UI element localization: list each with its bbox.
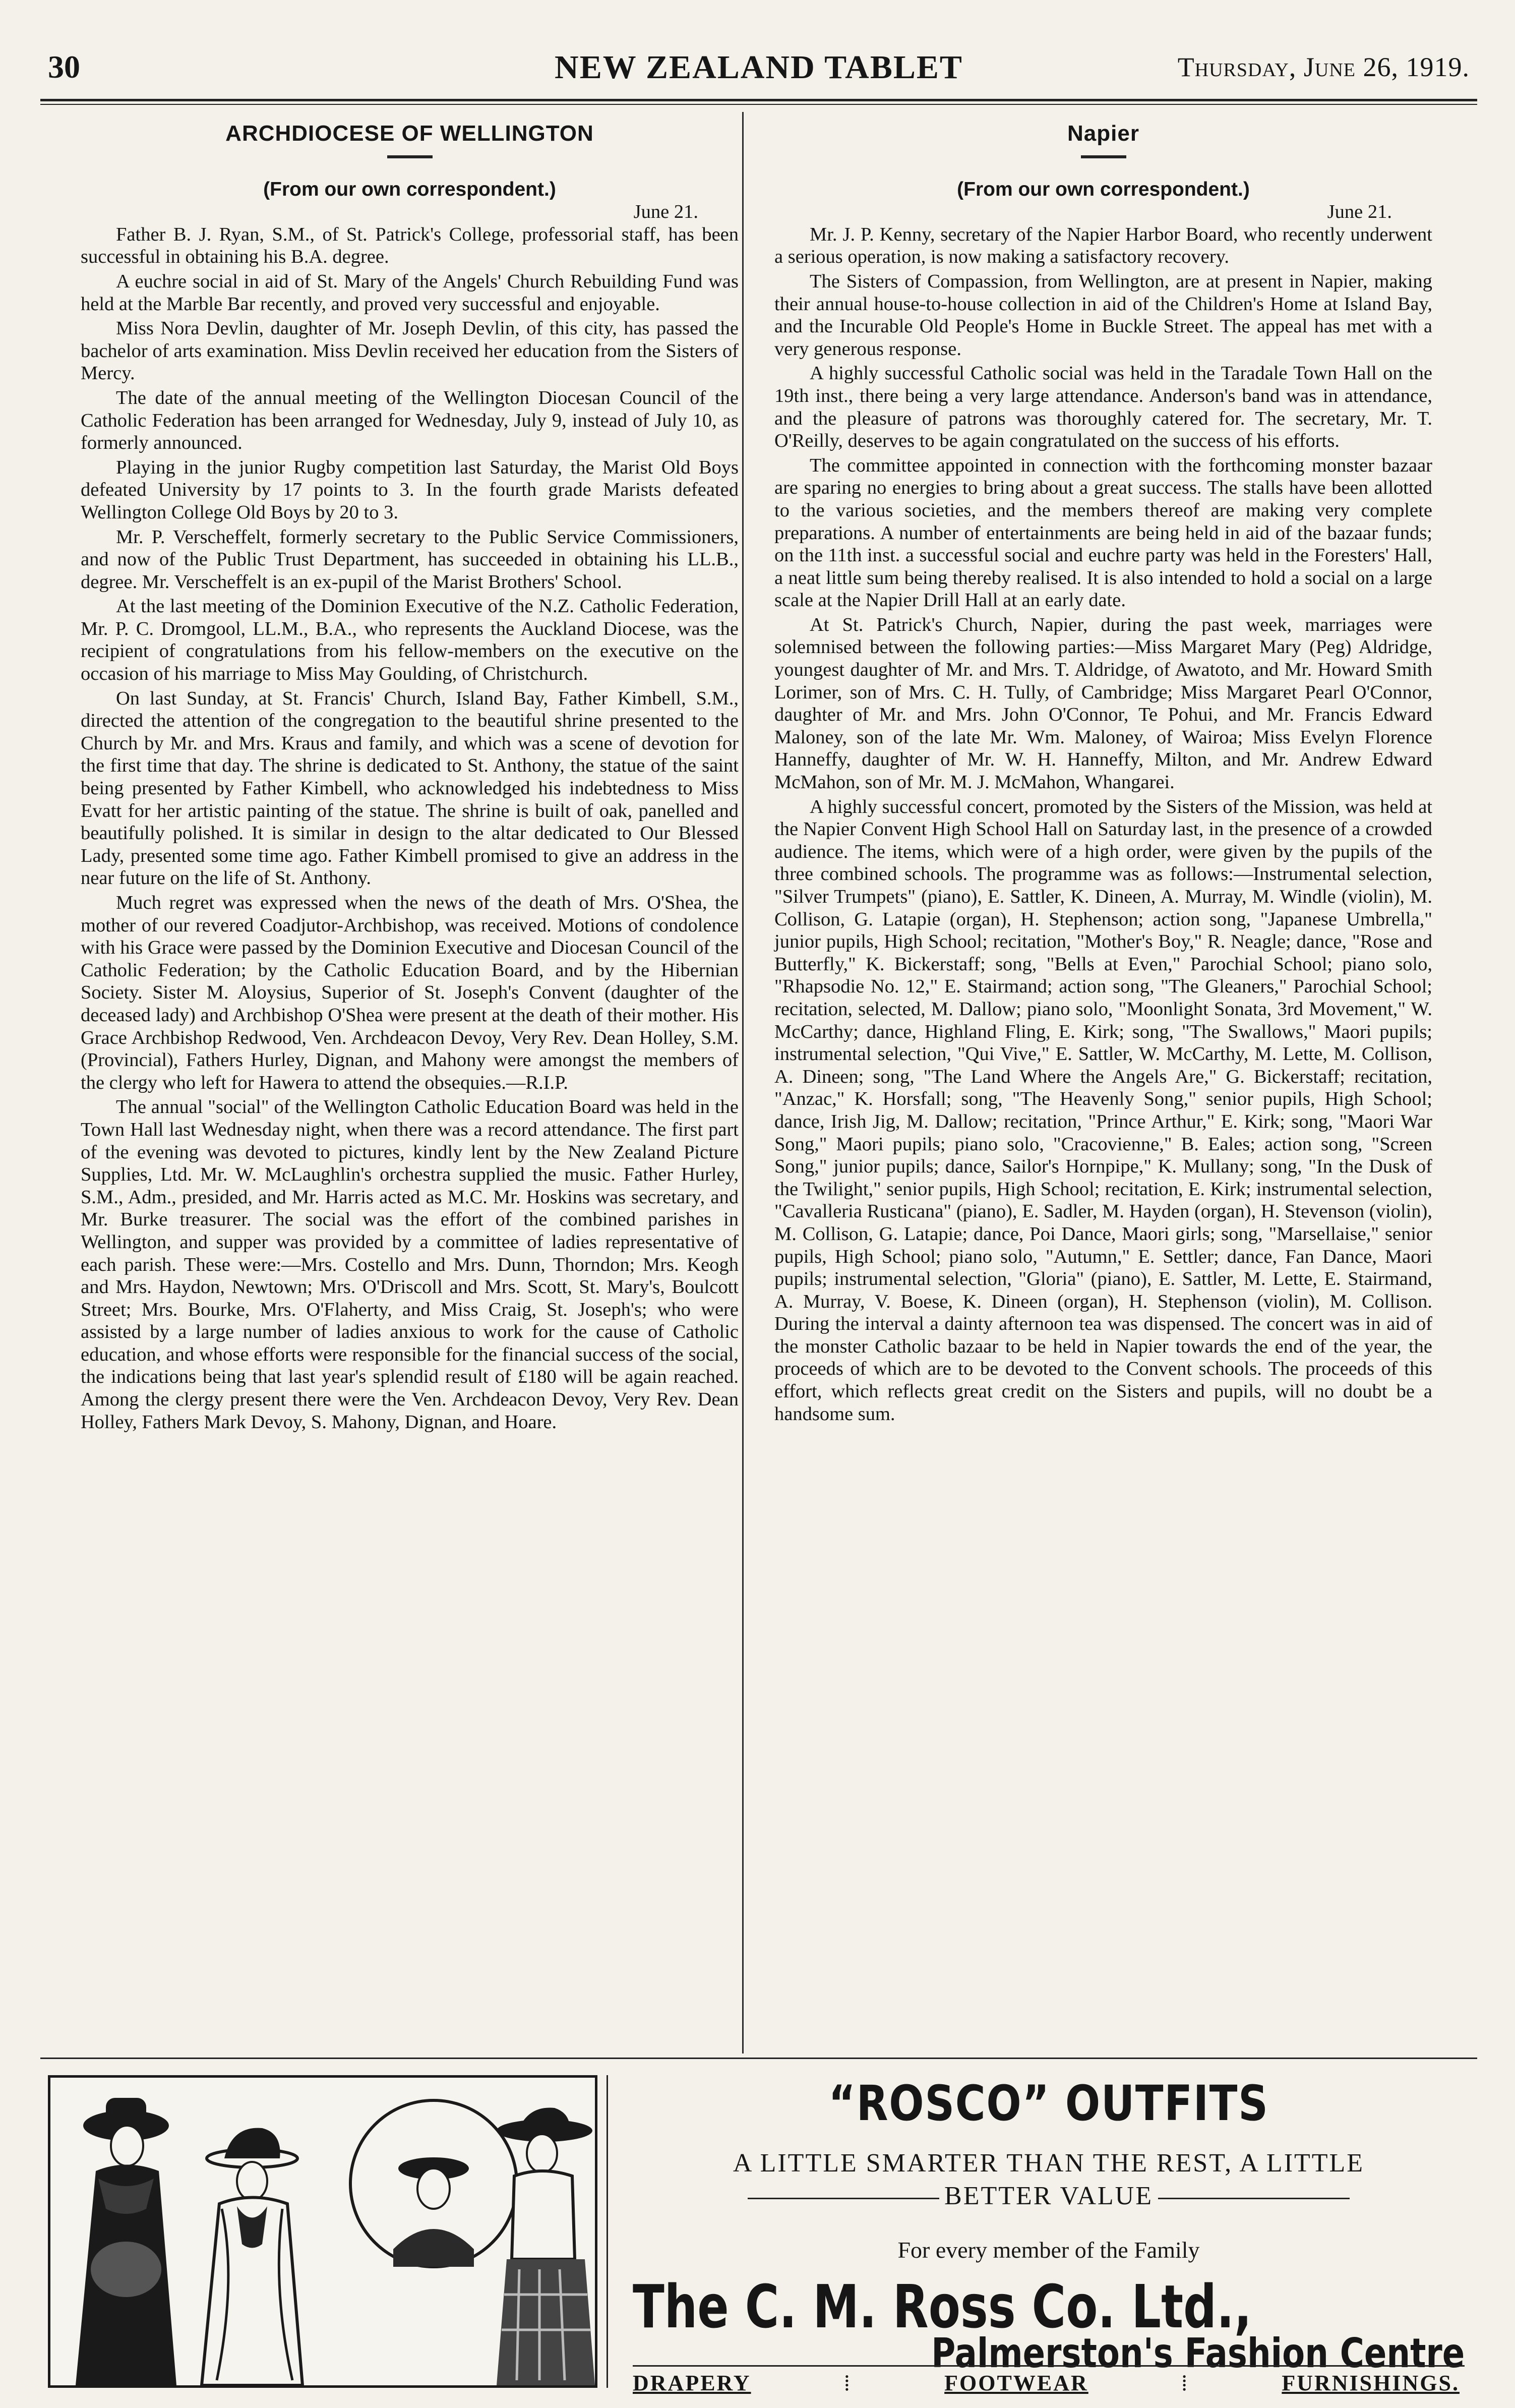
paragraph: On last Sunday, at St. Francis' Church, Island Bay, Father Kimbell, S.M., directed the attention of the congregation to the beautiful shrine presented to the Church by Mr. and Mrs. Kraus and family, and which was a scene of devotion for the first time that day. The shrine is dedicated to St. Anthony, the statue of the saint being presented by Father Kimbell, who acknowledged his indebtedness to Miss Evatt for her artistic painting of the statue. The shrine is built of oak, panelled and beautifully polished. It is similar in design to the altar dedicated to Our Blessed Lady, presented some time ago. Father Kimbell promised to give an address in the near future on the life of St. Anthony. [81, 687, 739, 889]
page-number: 30 [48, 49, 80, 85]
byline: (From our own correspondent.) [957, 178, 1250, 200]
ad-divider [607, 2075, 608, 2388]
paragraph: Miss Nora Devlin, daughter of Mr. Joseph Devlin, of this city, has passed the bachelor of arts examination. Miss Devlin received her education from the Sisters of Mercy. [81, 318, 739, 384]
paragraph: At the last meeting of the Dominion Executive of the N.Z. Catholic Federation, Mr. P. C. Dromgool, LL.M., B.A., who represents the Auckland Diocese, was the recipient of congratulations from his fellow-members on the executive on the occasion of his marriage to Miss May Goulding, of Christchurch. [81, 596, 739, 685]
header-rule [40, 99, 1477, 101]
ad-text [633, 2075, 1465, 2388]
paragraph: Mr. P. Verscheffelt, formerly secretary to the Public Service Commissioners, and now of the Public Trust Department, has succeeded in obtaining his LL.B., degree. Mr. Verscheffelt is an ex-pupil of the Marist Brothers' School. [81, 526, 739, 593]
header-rule-thin [40, 104, 1477, 105]
paragraph: A highly successful concert, promoted by the Sisters of the Mission, was held at the Napier Convent High School Hall on Saturday last, in the presence of a crowded audience. The items, which were of a high order, were given by the pupils of the three combined schools. The programme was as follows:—Instrumental selection, "Silver Trumpets" (piano), E. Sattler, K. Dineen, A. Murray, M. Windle (violin), M. Collison, G. Latapie (organ), H. Stephenson; action song, "Japanese Umbrella," junior pupils, High School; recitation, "Mother's Boy," R. Neagle; dance, "Rose and Butterfly," K. Bickerstaff; song, "Bells at Even," Parochial School; piano solo, "Rhapsodie No. 12," E. Stairmand; action song, "The Gleaners," Parochial School; recitation, selected, M. Dallow; piano solo, "Moonlight Sonata, 3rd Movement," W. McCarthy; dance, Highland Fling, E. Kirk; song, "The Swallows," Maori pupils; instrumental selection, "Qui Vive," E. Sattler, W. McCarthy, M. Lette, M. Collison, A. Dineen; song, "The Land Where the Angels Are," G. Bickerstaff; recitation, "Anzac," K. Horsfall; song, "The Heavenly Song," senior pupils, High School; dance, Irish Jig, M. Dallow; recitation, "Prince Arthur," E. Kirk; song, "Maori War Song," Maori pupils; piano solo, "Cracovienne," B. Eales; action song, "Screen Song," junior pupils; dance, Sailor's Hornpipe," K. Mullany; song, "In the Dusk of the Twilight," senior pupils, High School; recitation, E. Kirk; instrumental selection, "Cavalleria Rusticana" (piano), E. Sadler, M. Hayden (organ), H. Stevenson (violin), M. Collison, G. Latapie; dance, Poi Dance, Maori girls; song, "Marsellaise," senior pupils, High School; piano solo, "Autumn," E. Settler; dance, Fan Dance, Maori pupils; instrumental selection, "Gloria" (piano), E. Sattler, M. Lette, E. Stairmand, A. Murray, V. Boese, K. Dineen (organ), H. Stephenson (violin), M. Collison. During the interval a dainty afternoon tea was dispensed. The concert was in aid of the monster Catholic bazaar to be held in Napier towards the end of the year, the proceeds of which are to be devoted to the Convent schools. The proceeds of this effort, which reflects great credit on the Sisters and pupils, will no doubt be a handsome sum. [774, 796, 1432, 1425]
paragraph: The Sisters of Compassion, from Wellington, are at present in Napier, making their annual house-to-house collection in aid of the Children's Home at Island Bay, and the Incurable Old People's Home in Buckle Street. The appeal has met with a very generous response. [774, 270, 1432, 360]
dept-drapery: DRAPERY [633, 2371, 751, 2395]
heading-rule [1081, 155, 1126, 158]
column-heading: ARCHDIOCESE OF WELLINGTON [225, 121, 594, 146]
heading-rule [387, 155, 433, 158]
ad-tagline: Palmerston's Fashion Centre [931, 2330, 1465, 2377]
ad-family-line: For every member of the Family [897, 2237, 1200, 2263]
ad-slogan-line-2 [633, 2181, 1465, 2211]
ad-departments-rule [633, 2365, 1465, 2367]
fashion-illustration [48, 2075, 597, 2388]
paragraph: Father B. J. Ryan, S.M., of St. Patrick's College, professorial staff, has been successful in obtaining his B.A. degree. [81, 223, 739, 268]
issue-date: Thursday, June 26, 1919. [1177, 52, 1470, 82]
paragraph: The committee appointed in connection with the forthcoming monster bazaar are sparing no energies to bring about a great success. The stalls have been allotted to the various societies, and the members thereof are making very complete preparations. A number of entertainments are being held in aid of the bazaar funds; on the 11th inst. a successful social and euchre party was held in the Foresters' Hall, a neat little sum being thereby realised. It is also intended to hold a social on a large scale at the Napier Drill Hall at an early date. [774, 454, 1432, 611]
paragraph: Playing in the junior Rugby competition last Saturday, the Marist Old Boys defeated University by 17 points to 3. In the fourth grade Marists defeated Wellington College Old Boys by 20 to 3. [81, 456, 739, 523]
paragraph: A highly successful Catholic social was held in the Taradale Town Hall on the 19th inst., there being a very large attendance. Anderson's band was in attendance, and the pleasure of patrons was thoroughly catered for. The secretary, Mr. T. O'Reilly, deserves to be again congratulated on the success of his efforts. [774, 363, 1432, 452]
masthead [48, 48, 1470, 89]
dateline: June 21. [1327, 201, 1392, 223]
column-archdiocese-wellington [81, 113, 739, 1435]
rosco-advertisement [48, 2075, 1465, 2388]
dept-furnishings: FURNISHINGS. [1282, 2371, 1460, 2395]
paper-title: NEW ZEALAND TABLET [555, 49, 963, 86]
paragraph: The annual "social" of the Wellington Catholic Education Board was held in the Town Hall last Wednesday night, when there was a record attendance. The first part of the evening was devoted to pictures, kindly lent by the New Zealand Picture Supplies, Ltd. Mr. W. McLaughlin's orchestra supplied the music. Father Hurley, S.M., Adm., presided, and Mr. Harris acted as M.C. Mr. Hoskins was secretary, and Mr. Burke treasurer. The social was the effort of the combined parishes in Wellington, and supper was provided by a committee of ladies representative of each parish. These were:—Mrs. Costello and Mrs. Dunn, Thorndon; Mrs. Keogh and Mrs. Haydon, Newtown; Mrs. O'Driscoll and Mrs. Scott, St. Mary's, Boulcott Street; Mrs. Bourke, Mrs. O'Flaherty, and Miss Craig, St. Joseph's; who were assisted by a large number of ladies anxious to work for the cause of Catholic education, and whose efforts were responsible for the financial success of the social, the indications being that last year's splendid result of £180 will be again reached. Among the clergy present there were the Ven. Archdeacon Devoy, Very Rev. Dean Holley, Fathers Mark Devoy, S. Mahony, Dignan, and Hoare. [81, 1096, 739, 1433]
separator: ⁞ [1181, 2371, 1189, 2395]
paragraph: At St. Patrick's Church, Napier, during the past week, marriages were solemnised between the following parties:—Miss Margaret Mary (Peg) Aldridge, youngest daughter of Mr. and Mrs. T. Aldridge, of Awatoto, and Mr. Howard Smith Lorimer, son of Mrs. C. H. Tully, of Cambridge; Miss Margaret Pearl O'Connor, daughter of Mr. and Mrs. John O'Connor, Te Pohui, and Mr. Francis Edward Maloney, son of the late Mr. Wm. Maloney, of Wairoa; Miss Evelyn Florence Hanneffy, daughter of Mr. W. H. Hanneffy, Milton, and Mr. Andrew Edward McMahon, son of Mr. M. J. McMahon, Whangarei. [774, 614, 1432, 793]
ad-company: The C. M. Ross Co. Ltd., [633, 2272, 1252, 2341]
byline: (From our own correspondent.) [263, 178, 556, 200]
column-divider [742, 112, 744, 2053]
column-napier [774, 113, 1432, 1427]
paragraph: Much regret was expressed when the news of the death of Mrs. O'Shea, the mother of our revered Coadjutor-Archbishop, was received. Motions of condolence with his Grace were passed by the Dominion Executive and Diocesan Council of the Catholic Federation; by the Catholic Education Board, and by the Hibernian Society. Sister M. Aloysius, Superior of St. Joseph's Convent (daughter of the deceased lady) and Archbishop O'Shea were present at the death of their mother. His Grace Archbishop Redwood, Ven. Archdeacon Devoy, Very Rev. Dean Holley, S.M. (Provincial), Fathers Hurley, Dignan, and Mahony were amongst the members of the clergy who left for Hawera to attend the obsequies.—R.I.P. [81, 892, 739, 1093]
ad-departments [633, 2370, 1460, 2396]
paragraph: Mr. J. P. Kenny, secretary of the Napier Harbor Board, who recently underwent a serious operation, is now making a satisfactory recovery. [774, 223, 1432, 268]
dash-rule [1158, 2198, 1350, 2199]
section-rule [40, 2058, 1477, 2059]
dash-rule [748, 2198, 939, 2199]
ad-slogan-value: BETTER VALUE [944, 2182, 1153, 2210]
column-heading: Napier [1067, 121, 1139, 146]
ad-slogan-line: A LITTLE SMARTER THAN THE REST, A LITTLE [733, 2149, 1365, 2178]
fashion-illustration-icon [50, 2078, 595, 2385]
dateline: June 21. [633, 201, 698, 223]
ad-brand: “ROSCO” OUTFITS [828, 2075, 1269, 2132]
paragraph: A euchre social in aid of St. Mary of the Angels' Church Rebuilding Fund was held at the Marble Bar recently, and proved very successful and enjoyable. [81, 270, 739, 315]
separator: ⁞ [843, 2371, 852, 2395]
paragraph: The date of the annual meeting of the Wellington Diocesan Council of the Catholic Federation has been arranged for Wednesday, July 9, instead of July 10, as formerly announced. [81, 387, 739, 454]
dept-footwear: FOOTWEAR [944, 2371, 1088, 2395]
